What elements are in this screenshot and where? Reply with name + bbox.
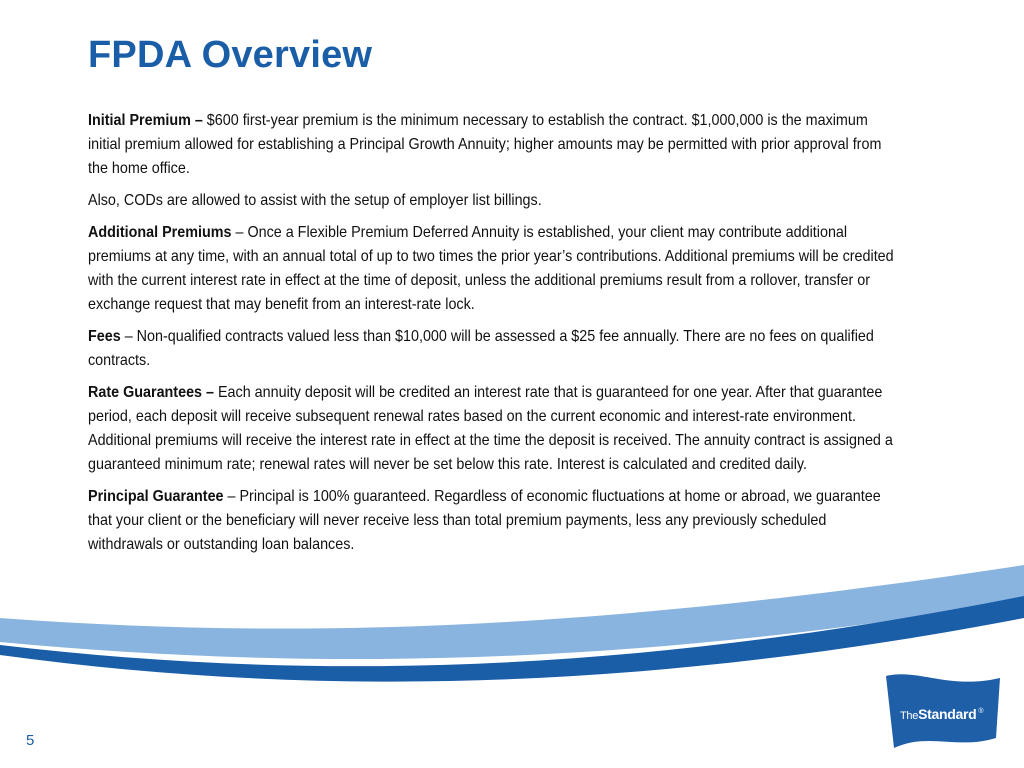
heading-principal-guarantee: Principal Guarantee [88,488,224,505]
slide-title: FPDA Overview [88,34,373,76]
logo-registered-mark: ® [978,707,984,715]
text-cods: Also, CODs are allowed to assist with the setup of employer list billings. [88,192,542,209]
heading-additional-premiums: Additional Premiums [88,224,232,241]
the-standard-logo [878,668,1018,760]
text-rate-guarantees: Each annuity deposit will be credited an interest rate that is guaranteed for one year. After that guarantee period, each deposit will receive subsequent renewal rates based on the current economic and interest-rate environment. Additional premiums will receive the interest rate in effect at the time the deposit is received. The annuity contract is assigned a guaranteed minimum rate; renewal rates will never be set below this rate. Interest is calculated and credited daily. [88,384,893,473]
heading-rate-guarantees: Rate Guarantees – [88,384,214,401]
text-principal-guarantee: – Principal is 100% guaranteed. Regardless of economic fluctuations at home or abroad, we guarantee that your client or the beneficiary will never receive less than total premium payments, less any previously scheduled withdrawals or outstanding loan balances. [88,488,881,553]
page-number: 5 [26,732,35,749]
heading-fees: Fees [88,328,121,345]
text-fees: – Non-qualified contracts valued less than $10,000 will be assessed a $25 fee annually. There are no fees on qualified contracts. [88,328,874,369]
text-initial-premium: $600 first-year premium is the minimum necessary to establish the contract. $1,000,000 is the maximum initial premium allowed for establishing a Principal Growth Annuity; higher amounts may be permitted with prior approval from the home office. [88,112,882,177]
heading-initial-premium: Initial Premium – [88,112,203,129]
logo-wordmark [900,706,984,724]
swoosh-light-band [0,565,1024,659]
logo-name: Standard [918,706,977,722]
logo-prefix: The [900,710,919,722]
text-additional-premiums: – Once a Flexible Premium Deferred Annuity is established, your client may contribute additional premiums at any time, with an annual total of up to two times the prior year’s contributions. Additional premiums will be credited with the current interest rate in effect at the time of deposit, unless the additional premiums result from a rollover, transfer or exchange request that may benefit from an interest-rate lock. [88,224,894,313]
